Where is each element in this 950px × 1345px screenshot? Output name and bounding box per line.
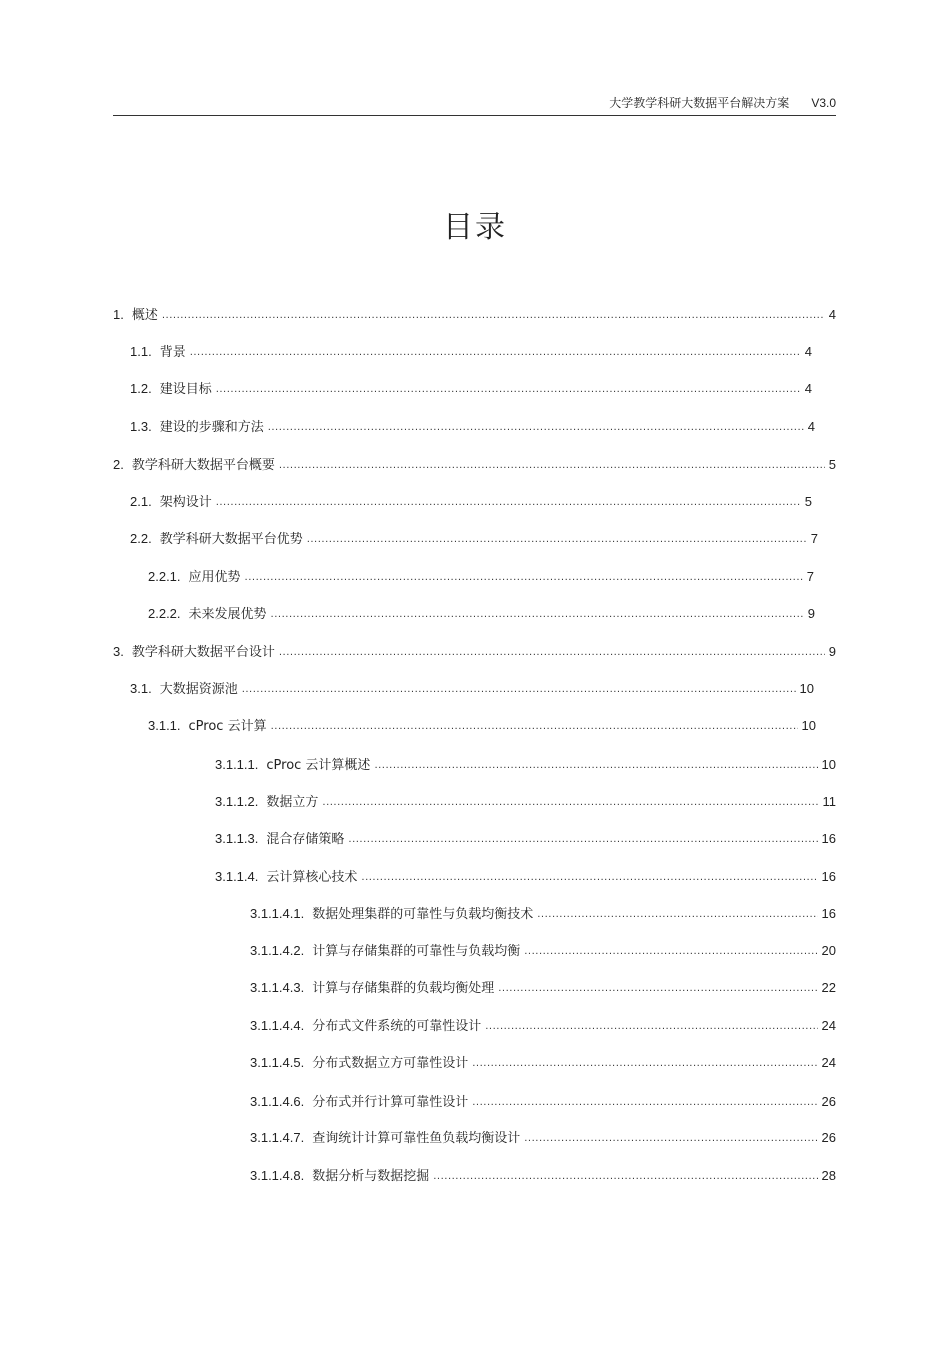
toc-entry[interactable] <box>148 605 815 623</box>
toc-leader <box>279 457 825 475</box>
toc-label: 数据立方 <box>266 795 319 810</box>
page-title: 目录 <box>443 210 507 245</box>
toc-number: 3.1.1.4.2. <box>250 943 305 958</box>
toc-leader <box>524 943 817 961</box>
toc-page: 7 <box>806 569 814 584</box>
toc-number: 1.1. <box>130 344 152 359</box>
toc-leader <box>245 569 803 587</box>
toc-page: 28 <box>821 1168 836 1183</box>
toc-number: 2.1. <box>130 494 152 509</box>
toc-page: 24 <box>821 1055 836 1070</box>
toc-leader <box>162 307 825 325</box>
toc-label: 教学科研大数据平台设计 <box>131 645 275 660</box>
toc-number: 3. <box>113 644 124 659</box>
toc-number: 1.3. <box>130 419 152 434</box>
toc-label: 查询统计计算可靠性鱼负载均衡设计 <box>312 1131 521 1146</box>
toc-leader <box>279 644 825 662</box>
toc-leader <box>322 794 818 812</box>
toc-number: 2. <box>113 457 124 472</box>
toc-leader <box>472 1055 817 1073</box>
toc-entry[interactable] <box>215 868 836 886</box>
toc-entry[interactable] <box>130 418 815 436</box>
toc-label: cProc 云计算概述 <box>266 758 371 773</box>
toc-leader <box>348 831 817 849</box>
toc-number: 3.1. <box>130 681 152 696</box>
toc-entry[interactable] <box>250 1167 836 1185</box>
toc-page: 22 <box>821 980 836 995</box>
toc-label: 教学科研大数据平台优势 <box>159 532 303 547</box>
toc-label: 混合存储策略 <box>266 832 345 847</box>
toc-label: 教学科研大数据平台概要 <box>131 458 275 473</box>
toc-label: 数据分析与数据挖掘 <box>312 1169 430 1184</box>
toc-entry[interactable] <box>148 717 816 735</box>
toc-leader <box>242 681 796 699</box>
toc-entry[interactable] <box>130 530 818 548</box>
toc-entry[interactable] <box>130 343 812 361</box>
toc-page: 16 <box>821 831 836 846</box>
toc-page: 4 <box>804 381 812 396</box>
toc-number: 2.2. <box>130 531 152 546</box>
header-version: V3.0 <box>811 96 836 110</box>
toc-page: 26 <box>821 1130 836 1145</box>
toc-number: 3.1.1.4.3. <box>250 980 305 995</box>
header-doc-title: 大学教学科研大数据平台解决方案 <box>609 96 790 110</box>
toc-entry[interactable] <box>113 643 836 661</box>
toc-leader <box>271 718 798 736</box>
toc-page: 4 <box>807 419 815 434</box>
toc-leader <box>271 606 804 624</box>
toc-page: 5 <box>828 457 836 472</box>
toc-page: 20 <box>821 943 836 958</box>
toc-entry[interactable] <box>215 830 836 848</box>
toc-entry[interactable] <box>250 1017 836 1035</box>
toc-number: 3.1.1.4.8. <box>250 1168 305 1183</box>
toc-entry[interactable] <box>148 568 814 586</box>
toc-leader <box>216 494 801 512</box>
toc-label: cProc 云计算 <box>188 719 267 734</box>
toc-entry[interactable] <box>113 306 836 324</box>
toc-page: 16 <box>821 869 836 884</box>
toc-label: 未来发展优势 <box>188 607 267 622</box>
toc-leader <box>485 1018 817 1036</box>
toc-entry[interactable] <box>250 1054 836 1072</box>
toc-label: 计算与存储集群的负载均衡处理 <box>312 981 495 996</box>
toc-entry[interactable] <box>250 1093 836 1111</box>
toc-label: 分布式并行计算可靠性设计 <box>312 1095 469 1110</box>
toc-page: 4 <box>828 307 836 322</box>
toc-leader <box>472 1094 817 1112</box>
toc-label: 应用优势 <box>188 570 241 585</box>
toc-label: 分布式文件系统的可靠性设计 <box>312 1019 482 1034</box>
toc-label: 云计算核心技术 <box>266 870 358 885</box>
toc-label: 架构设计 <box>159 495 212 510</box>
toc-number: 2.2.2. <box>148 606 181 621</box>
toc-leader <box>307 531 807 549</box>
toc-number: 3.1.1.4.1. <box>250 906 305 921</box>
toc-label: 分布式数据立方可靠性设计 <box>312 1056 469 1071</box>
toc-leader <box>190 344 801 362</box>
toc-number: 3.1.1.1. <box>215 757 259 772</box>
toc-page: 24 <box>821 1018 836 1033</box>
toc-page: 16 <box>821 906 836 921</box>
toc-leader <box>268 419 804 437</box>
toc-entry[interactable] <box>113 456 836 474</box>
toc-number: 3.1.1. <box>148 718 181 733</box>
toc-entry[interactable] <box>250 979 836 997</box>
toc-page: 11 <box>822 794 836 809</box>
toc-leader <box>524 1130 817 1148</box>
toc-entry[interactable] <box>130 380 812 398</box>
toc-page: 5 <box>804 494 812 509</box>
toc-number: 3.1.1.2. <box>215 794 259 809</box>
toc-page: 9 <box>807 606 815 621</box>
toc-entry[interactable] <box>130 493 812 511</box>
toc-label: 背景 <box>159 345 186 360</box>
toc-leader <box>498 980 817 998</box>
toc-page: 7 <box>810 531 818 546</box>
toc-number: 2.2.1. <box>148 569 181 584</box>
toc-entry[interactable] <box>130 680 814 698</box>
toc-number: 3.1.1.4.4. <box>250 1018 305 1033</box>
toc-number: 3.1.1.4. <box>215 869 259 884</box>
toc-number: 3.1.1.4.5. <box>250 1055 305 1070</box>
toc-leader <box>537 906 817 924</box>
toc-page: 9 <box>828 644 836 659</box>
toc-number: 1. <box>113 307 124 322</box>
toc-label: 大数据资源池 <box>159 682 238 697</box>
toc-label: 建设目标 <box>159 382 212 397</box>
toc-label: 建设的步骤和方法 <box>159 420 264 435</box>
toc-number: 3.1.1.4.6. <box>250 1094 305 1109</box>
toc-entry[interactable] <box>250 905 836 923</box>
toc-page: 10 <box>801 718 816 733</box>
toc-label: 概述 <box>131 308 158 323</box>
toc-entry[interactable] <box>250 942 836 960</box>
toc-entry[interactable] <box>250 1129 836 1147</box>
toc-label: 计算与存储集群的可靠性与负载均衡 <box>312 944 521 959</box>
toc-page: 10 <box>821 757 836 772</box>
toc-leader <box>374 757 817 775</box>
toc-leader <box>433 1168 817 1186</box>
toc-page: 4 <box>804 344 812 359</box>
toc-leader <box>216 381 801 399</box>
toc-leader <box>361 869 817 887</box>
toc-entry[interactable] <box>215 756 836 774</box>
toc-number: 1.2. <box>130 381 152 396</box>
toc-page: 10 <box>799 681 814 696</box>
toc-number: 3.1.1.3. <box>215 831 259 846</box>
toc-entry[interactable] <box>215 793 836 811</box>
toc-page: 26 <box>821 1094 836 1109</box>
toc-number: 3.1.1.4.7. <box>250 1130 305 1145</box>
toc-label: 数据处理集群的可靠性与负载均衡技术 <box>312 907 534 922</box>
